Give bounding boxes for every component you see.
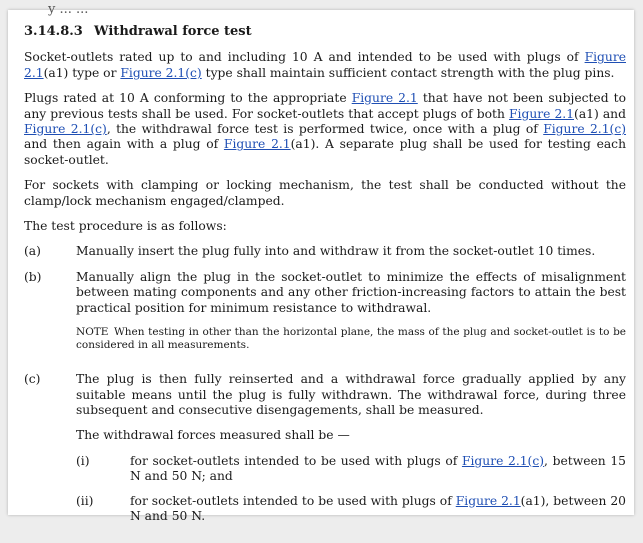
- paragraph-1: [24, 50, 626, 81]
- list-label: (a): [24, 244, 41, 259]
- note-text: When testing in other than the horizontal plane, the mass of the plug and socket-outlet is to be considered in all measurements.: [76, 326, 626, 352]
- figure-link[interactable]: Figure 2.1: [351, 91, 418, 106]
- text-run: (a1), between 20 N and 50 N.: [130, 493, 626, 523]
- text-run: (a1). A separate plug shall be used for testing each socket-outlet.: [24, 137, 626, 167]
- text-run: (a1) and: [574, 106, 626, 121]
- text-run: , between 15 N and 50 N; and: [130, 453, 627, 484]
- figure-link[interactable]: Figure 2.1(c): [461, 453, 545, 468]
- document-page: [8, 2, 634, 523]
- list-text: Manually align the plug in the socket-outlet to minimize the effects of misalignment between mating components and any other friction-increasing factors to attain the best practical position for minimum resistance to withdrawal.: [76, 269, 626, 315]
- figure-link[interactable]: Figure 2.1(c): [120, 65, 202, 80]
- list-text: Manually insert the plug fully into and withdraw it from the socket-outlet 10 times.: [76, 244, 596, 259]
- note: [76, 326, 626, 352]
- section-heading: [24, 24, 626, 39]
- section-title: Withdrawal force test: [94, 24, 252, 39]
- sublist-item-ii: [76, 494, 626, 525]
- figure-link[interactable]: Figure 2.1: [223, 137, 291, 152]
- list-item-c: [24, 372, 626, 533]
- list-item-a: [24, 244, 626, 259]
- text-run: that have not been subjected to any previous tests shall be used. For socket-outlets that accept plugs of both: [24, 91, 626, 121]
- list-lead: The withdrawal forces measured shall be —: [76, 428, 350, 443]
- clipped-previous-line: [8, 2, 634, 20]
- clipped-text: y ... ...: [48, 2, 89, 17]
- sublist-label: (i): [76, 453, 90, 468]
- text-run: Plugs rated at 10 A conforming to the appropriate: [24, 91, 352, 106]
- sublist-label: (ii): [76, 493, 94, 508]
- text-run: (a1) type or: [43, 65, 121, 80]
- sublist-text: [130, 494, 626, 525]
- list-body: [76, 270, 626, 362]
- sublist-text: [130, 454, 626, 485]
- paragraph-4: The test procedure is as follows:: [24, 219, 227, 234]
- section-number: 3.14.8.3: [24, 24, 83, 39]
- figure-link[interactable]: Figure 2.1(c): [543, 122, 627, 137]
- paragraph-2: [24, 91, 626, 168]
- text-run: type shall maintain sufficient contact strength with the plug pins.: [201, 65, 615, 80]
- document-content: [24, 24, 626, 543]
- list-label: (c): [24, 372, 41, 387]
- text-run: Socket-outlets rated up to and including 10 A and intended to be used with plugs of: [24, 50, 585, 65]
- note-label: NOTE: [76, 326, 109, 339]
- figure-link[interactable]: Figure 2.1: [455, 493, 521, 508]
- figure-link[interactable]: Figure 2.1: [24, 50, 626, 80]
- text-run: for socket-outlets intended to be used with plugs of: [130, 493, 456, 508]
- paragraph-3: For sockets with clamping or locking mechanism, the test shall be conducted without the clamp/lock mechanism engaged/clamped.: [24, 178, 626, 208]
- text-run: , the withdrawal force test is performed twice, once with a plug of: [106, 122, 544, 137]
- sublist-item-i: [76, 454, 626, 485]
- list-item-b: [24, 270, 626, 362]
- list-body: [76, 372, 626, 533]
- figure-link[interactable]: Figure 2.1: [508, 106, 575, 121]
- text-run: for socket-outlets intended to be used with plugs of: [130, 453, 462, 468]
- list-label: (b): [24, 269, 42, 284]
- text-run: and then again with a plug of: [24, 137, 224, 152]
- figure-link[interactable]: Figure 2.1(c): [24, 122, 107, 137]
- list-text: The plug is then fully reinserted and a withdrawal force gradually applied by any suitable means until the plug is fully withdrawn. The withdrawal force, during three subsequent and consecutive disengagements, shall be measured.: [76, 372, 626, 417]
